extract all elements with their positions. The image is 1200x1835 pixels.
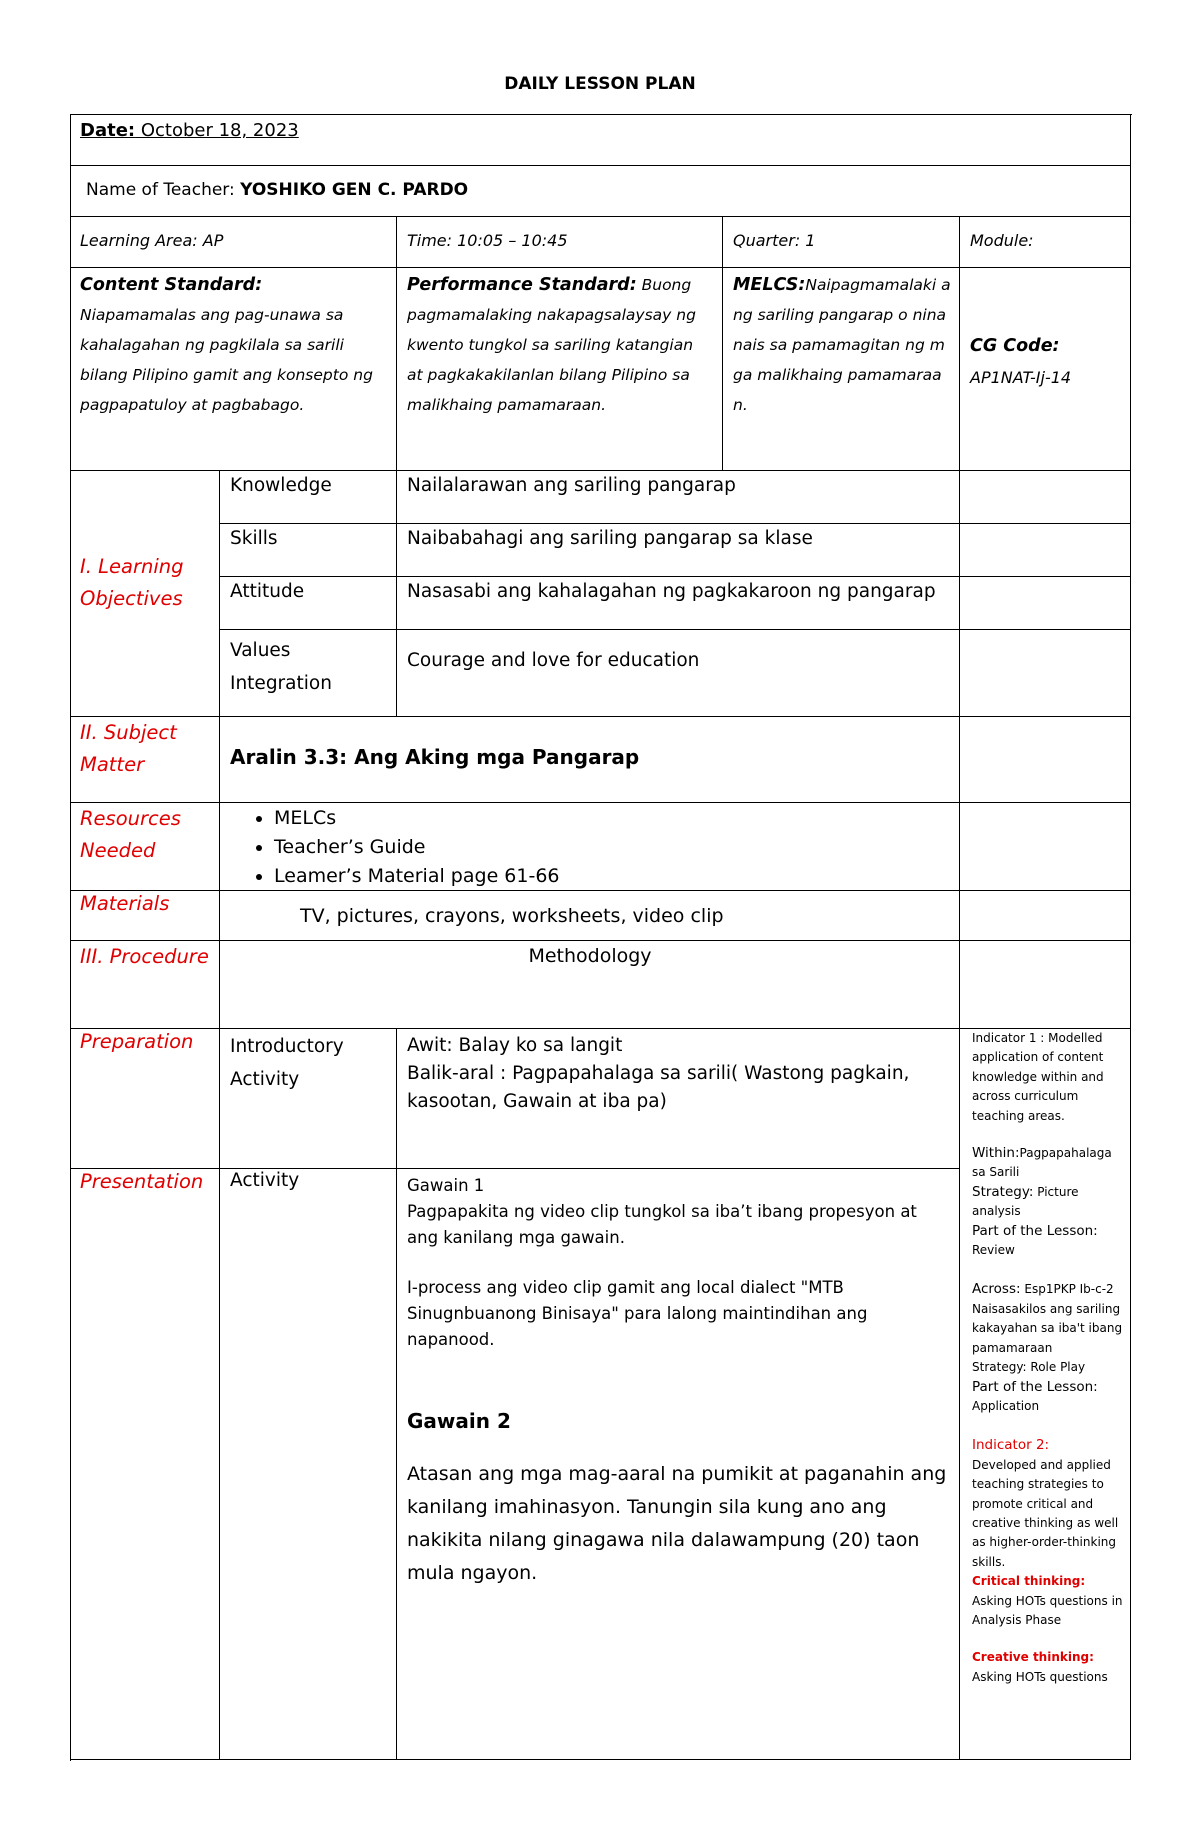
- melcs-text: Naipagmamalaki ang sariling pangarap o ninanais sa pamamagitan ng mga malikhaing pamamaraan.: [733, 276, 951, 414]
- objective-text-cell: [397, 524, 960, 577]
- quarter-cell: [723, 217, 960, 268]
- time-cell: [397, 217, 723, 268]
- resources-label: Resources Needed: [80, 807, 181, 862]
- presentation-label-cell: [70, 1169, 220, 1760]
- performance-standard-label: Performance Standard:: [407, 275, 637, 295]
- within-text: Pagpapahalaga sa Sarili: [972, 1146, 1112, 1180]
- objective-label-cell: [220, 577, 397, 630]
- objective-text: Nailalarawan ang sariling pangarap: [407, 475, 736, 496]
- list-item: • Leamer’s Material page 61-66: [274, 862, 560, 891]
- indicator2-text: Developed and applied teaching strategies to promote critical and creative thinking as well as higher-order-thinking skills.: [972, 1457, 1119, 1569]
- across-label: Across:: [972, 1281, 1021, 1298]
- indicator2-label: Indicator 2:: [972, 1437, 1050, 1454]
- gawain2-title: Gawain 2: [407, 1409, 511, 1433]
- part2-label: Part of the Lesson:: [972, 1378, 1098, 1395]
- objective-text: Nasasabi ang kahalagahan ng pagkakaroon ng pangarap: [407, 581, 936, 602]
- strategy1-label: Strategy:: [972, 1183, 1034, 1200]
- date-label: Date:: [80, 120, 136, 141]
- preparation-label-cell: [70, 1029, 220, 1169]
- objectives-section-label: I. Learning Objectives: [80, 555, 184, 610]
- objective-text-cell: [397, 577, 960, 630]
- critical-label: Critical thinking:: [972, 1574, 1086, 1589]
- preparation-activity-cell: [220, 1029, 397, 1169]
- teacher-name: YOSHIKO GEN C. PARDO: [240, 180, 469, 200]
- creative-label: Creative thinking:: [972, 1650, 1094, 1665]
- indicators-cell: [960, 1029, 1131, 1760]
- materials-text-cell: [220, 891, 960, 941]
- objective-label: Values Integration: [230, 640, 332, 694]
- preparation-review: Balik-aral : Pagpapahalaga sa sarili( Wastong pagkain, kasootan, Gawain at iba pa): [407, 1063, 910, 1112]
- resources-list-cell: [220, 803, 960, 891]
- objective-label: Skills: [230, 528, 278, 549]
- objective-label-cell: [220, 630, 397, 717]
- procedure-label: III. Procedure: [80, 945, 209, 968]
- resources-list: [220, 804, 560, 891]
- performance-standard-cell: [397, 268, 723, 471]
- teacher-label: Name of Teacher:: [86, 180, 241, 200]
- presentation-text-cell: [397, 1169, 960, 1760]
- part2-text: Application: [972, 1398, 1040, 1413]
- part1-text: Review: [972, 1243, 1015, 1258]
- part1-label: Part of the Lesson:: [972, 1222, 1098, 1239]
- gawain1-process: I-process ang video clip gamit ang local dialect "MTB Sinugnbuanong Binisaya" para lalong maintindihan ang napanood.: [407, 1278, 868, 1349]
- gawain1-title: Gawain 1: [407, 1176, 485, 1195]
- quarter: Quarter: 1: [733, 231, 816, 250]
- objective-extra-cell: [960, 524, 1131, 577]
- preparation-song: Awit: Balay ko sa langit: [407, 1035, 623, 1056]
- learning-area: Learning Area: AP: [80, 231, 224, 250]
- indicator1-label: Indicator 1: [972, 1031, 1037, 1045]
- content-standard-cell: [70, 268, 397, 471]
- methodology-cell: [220, 941, 960, 1029]
- materials-label-cell: [70, 891, 220, 941]
- materials-extra-cell: [960, 891, 1131, 941]
- objective-extra-cell: [960, 577, 1131, 630]
- objective-text-cell: [397, 630, 960, 717]
- presentation-label: Presentation: [80, 1170, 204, 1193]
- time: Time: 10:05 – 10:45: [407, 231, 568, 250]
- objective-text-cell: [397, 471, 960, 524]
- objectives-section-label-cell: [70, 471, 220, 717]
- objective-extra-cell: [960, 471, 1131, 524]
- module: Module:: [970, 231, 1034, 250]
- cg-code-cell: [960, 268, 1131, 471]
- module-cell: [960, 217, 1131, 268]
- preparation-activity: Introductory Activity: [230, 1036, 344, 1090]
- subject-label-cell: [70, 717, 220, 803]
- gawain2-text: Atasan ang mga mag-aaral na pumikit at paganahin ang kanilang imahinasyon. Tanungin sila kung ano ang nakikita nilang ginagawa nila dalawampung (20) taon mula ngayon.: [407, 1463, 947, 1584]
- subject-text-cell: [220, 717, 960, 803]
- gawain1-text: Pagpapakita ng video clip tungkol sa iba’t ibang propesyon at ang kanilang mga gawain.: [407, 1202, 917, 1247]
- performance-standard-text: Buong pagmamalaking nakapagsalaysay ng kwento tungkol sa sariling katangian at pagkakakilanlan bilang Pilipino sa malikhaing pamamaraan.: [407, 276, 696, 414]
- objective-label-cell: [220, 471, 397, 524]
- materials-text: TV, pictures, crayons, worksheets, video clip: [300, 905, 724, 927]
- preparation-label: Preparation: [80, 1030, 194, 1053]
- date-row: [70, 114, 1131, 166]
- objective-label-cell: [220, 524, 397, 577]
- indicator1-text: : Modelled application of content knowledge within and across curriculum teaching areas.: [972, 1031, 1104, 1123]
- list-item: • Teacher’s Guide: [274, 833, 560, 862]
- subject-label: II. Subject Matter: [80, 721, 177, 776]
- objective-label: Knowledge: [230, 475, 332, 496]
- subject-text: Aralin 3.3: Ang Aking mga Pangarap: [230, 745, 640, 769]
- learning-area-cell: [70, 217, 397, 268]
- materials-label: Materials: [80, 892, 170, 915]
- melcs-cell: [723, 268, 960, 471]
- content-standard-text: Niapamamalas ang pag-unawa sa kahalagahan ng pagkilala sa sarili bilang Pilipino gamit ang konsepto ng pagpapatuloy at pagbabago.: [80, 306, 373, 414]
- content-standard-label: Content Standard:: [80, 275, 263, 295]
- critical-text: Asking HOTs questions in Analysis Phase: [972, 1593, 1123, 1627]
- teacher-row: [70, 166, 1131, 217]
- melcs-label: MELCS:: [733, 275, 806, 295]
- within-label: Within:: [972, 1145, 1020, 1162]
- objective-label: Attitude: [230, 581, 305, 602]
- methodology-header: Methodology: [528, 945, 652, 967]
- date-value: October 18, 2023: [135, 120, 299, 141]
- strategy2: Strategy: Role Play: [972, 1360, 1086, 1375]
- preparation-text-cell: [397, 1029, 960, 1169]
- objective-text: Naibabahagi ang sariling pangarap sa klase: [407, 528, 813, 549]
- creative-text: Asking HOTs questions: [972, 1669, 1108, 1684]
- objective-extra-cell: [960, 630, 1131, 717]
- presentation-activity-cell: [220, 1169, 397, 1760]
- strategy1-text: Picture analysis: [972, 1184, 1079, 1219]
- cg-code-value: AP1NAT-Ij-14: [970, 368, 1072, 387]
- resources-extra-cell: [960, 803, 1131, 891]
- across-text: Esp1PKP Ib-c-2 Naisasakilos ang sariling kakayahan sa iba't ibang pamamaraan: [972, 1282, 1123, 1355]
- subject-extra-cell: [960, 717, 1131, 803]
- procedure-extra-cell: [960, 941, 1131, 1029]
- presentation-activity: Activity: [230, 1170, 300, 1191]
- resources-label-cell: [70, 803, 220, 891]
- document-title: DAILY LESSON PLAN: [504, 74, 696, 94]
- objective-text: Courage and love for education: [407, 650, 700, 671]
- cg-code-label: CG Code:: [970, 336, 1060, 356]
- list-item: • MELCs: [274, 804, 560, 833]
- procedure-label-cell: [70, 941, 220, 1029]
